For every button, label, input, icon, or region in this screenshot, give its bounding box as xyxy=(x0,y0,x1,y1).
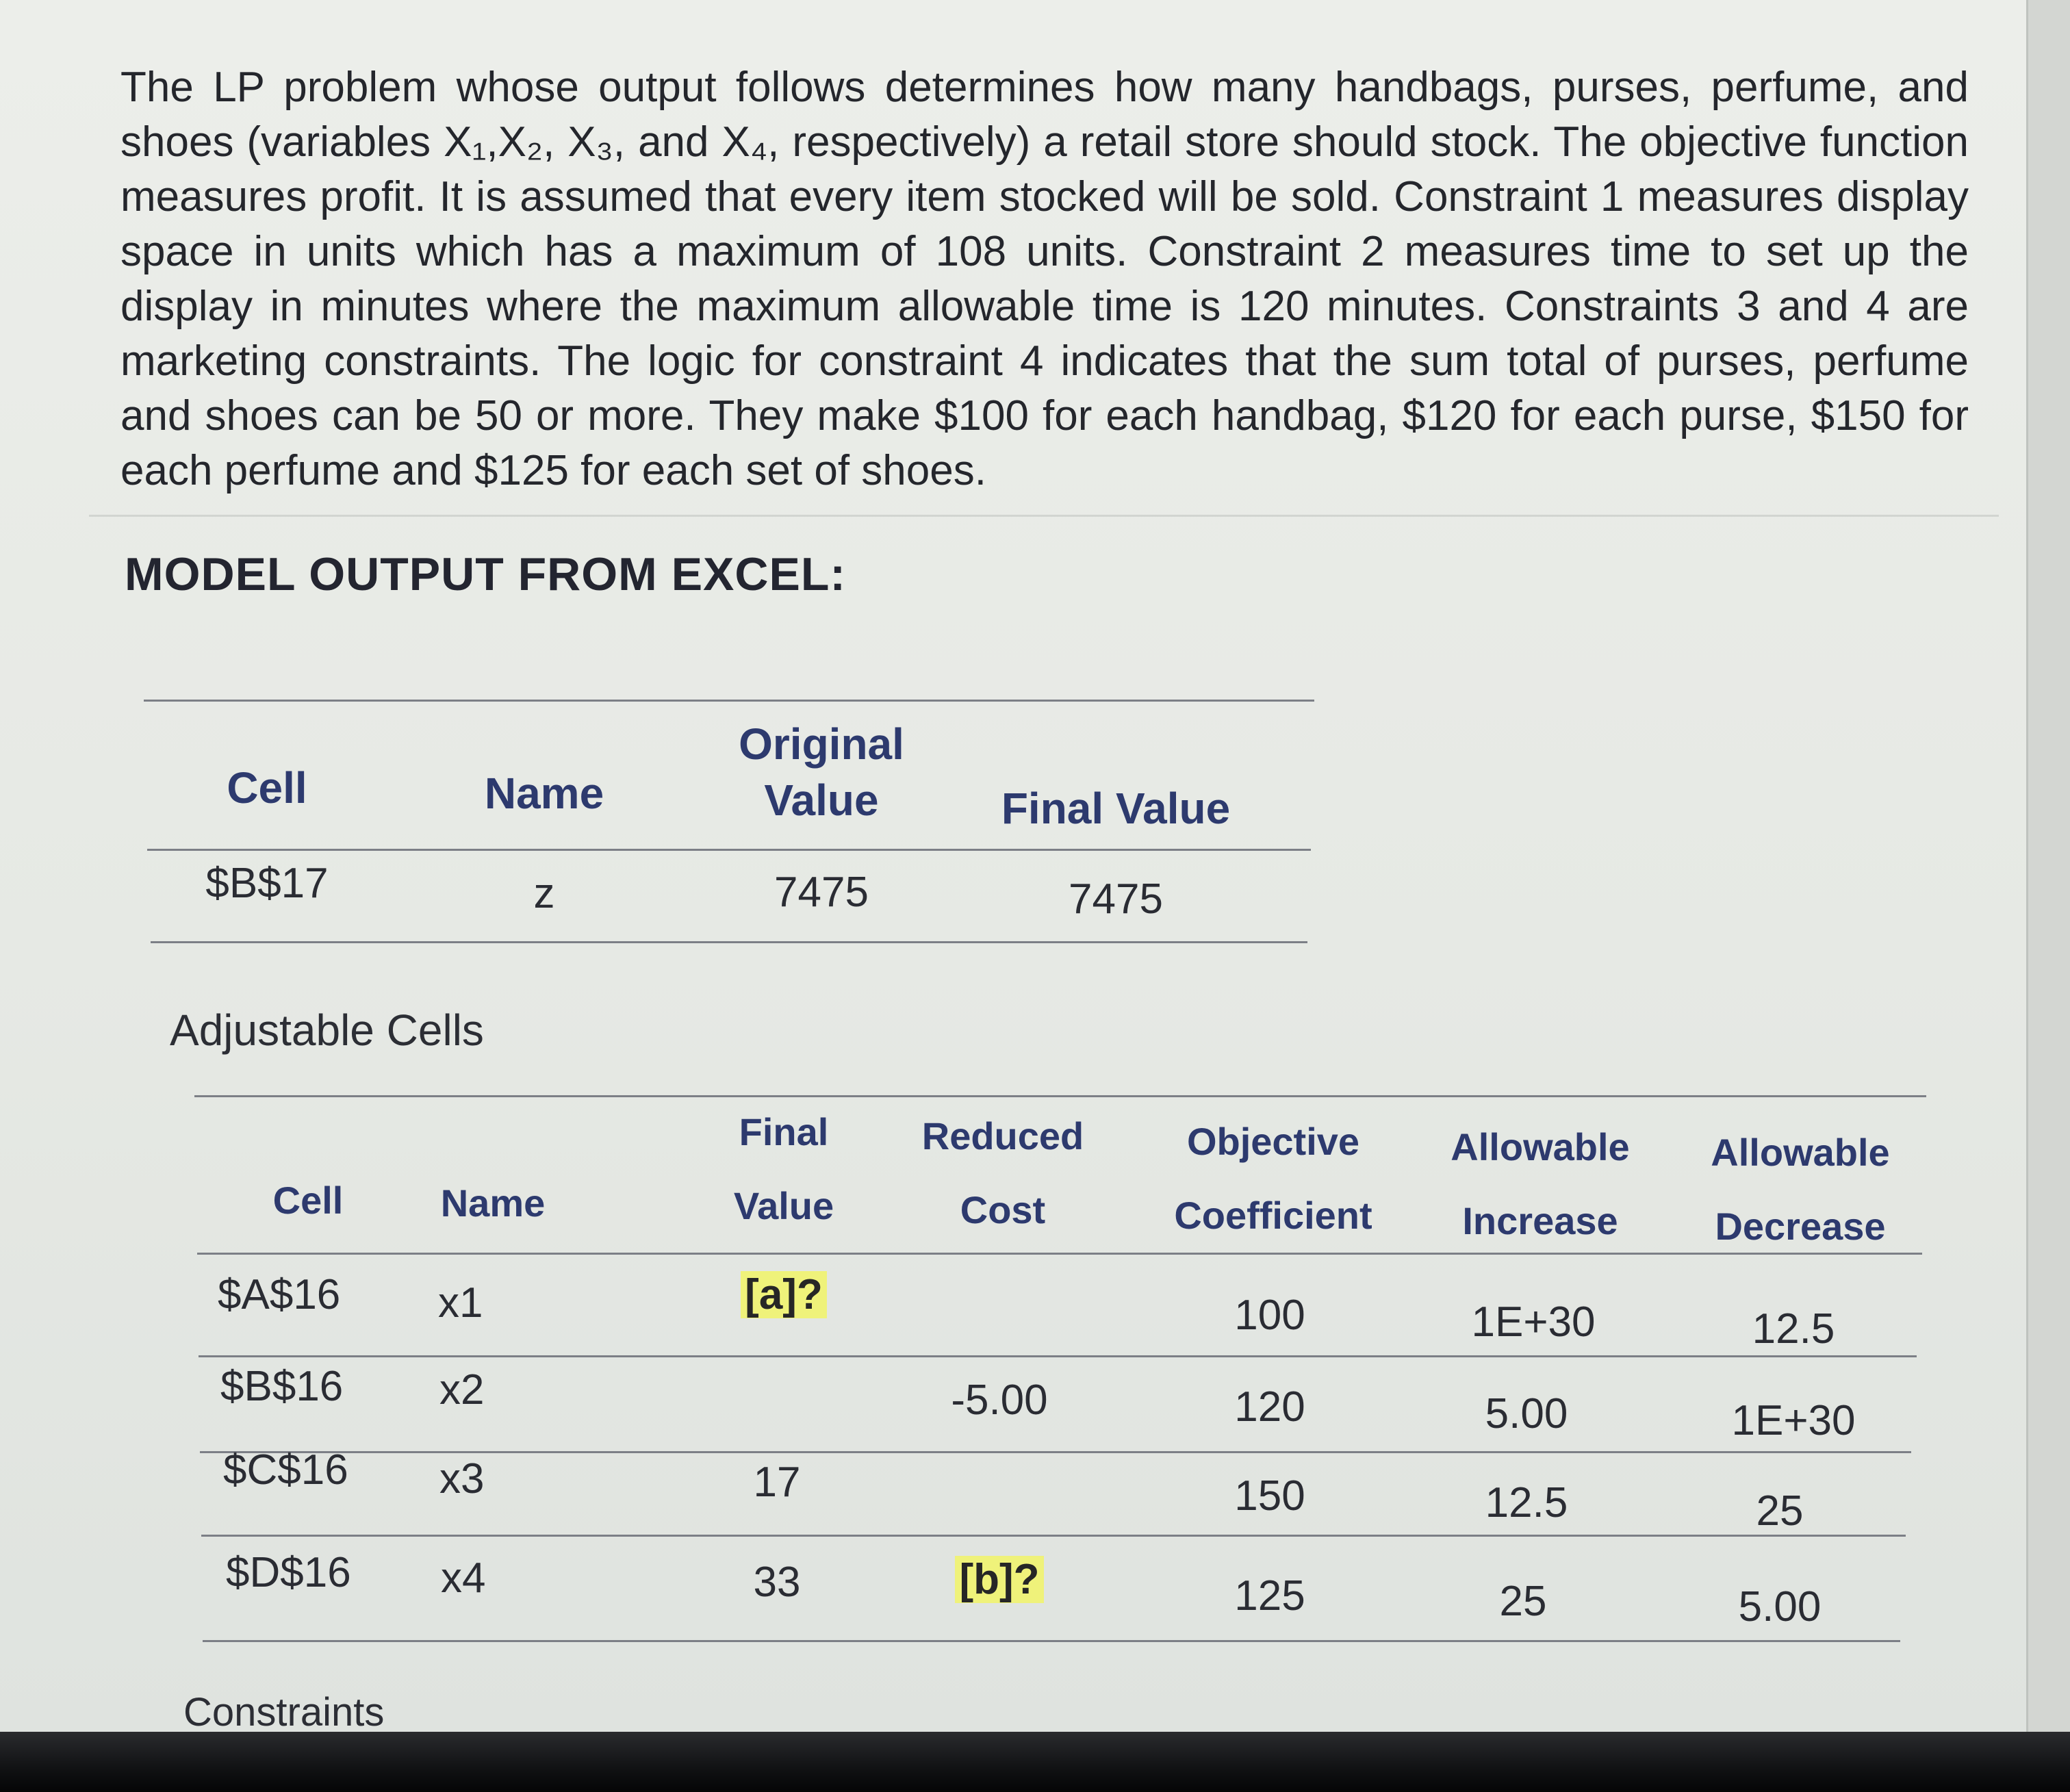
constraints-title: Constraints xyxy=(183,1690,385,1735)
table-rule-bottom xyxy=(151,941,1307,943)
row-final-value: 17 xyxy=(753,1459,801,1506)
col-header-name: Name xyxy=(484,769,604,818)
row-objective-coefficient: 100 xyxy=(1234,1292,1305,1339)
row-reduced-cost xyxy=(945,1472,1040,1513)
row-objective-coefficient: 150 xyxy=(1234,1472,1305,1520)
adj-col-header-increase-line1: Allowable xyxy=(1451,1125,1630,1168)
adj-col-header-decrease-line2: Decrease xyxy=(1715,1205,1886,1248)
row-name: x3 xyxy=(439,1455,485,1502)
row-name: x2 xyxy=(439,1366,485,1413)
adj-col-header-cell: Cell xyxy=(272,1179,344,1222)
adj-row-divider xyxy=(200,1451,1911,1453)
objective-cell-ref: $B$17 xyxy=(205,860,329,907)
page-scrollbar-area[interactable] xyxy=(2026,0,2070,1732)
adj-table-rule-top xyxy=(194,1095,1926,1097)
adjustable-cells-title: Adjustable Cells xyxy=(170,1006,484,1055)
problem-description: The LP problem whose output follows determines how many handbags, purses, perfume, and shoes (variables X₁,X₂, X₃, and X₄, respectively) a retail store should stock. The objective function measures profit. It is assumed that every item stocked will be sold. Constraint 1 measures display space in units which has a maximum of 108 units. Constraint 2 measures time to set up the display in minutes where the maximum allowable time is 120 minutes. Constraints 3 and 4 are marketing constraints. The logic for constraint 4 indicates that the sum total of purses, perfume and shoes can be 50 or more. They make $100 for each handbag, $120 for each purse, $150 for each perfume and $125 for each set of shoes. xyxy=(120,64,1969,494)
row-allowable-increase: 5.00 xyxy=(1485,1390,1568,1437)
model-output-title: MODEL OUTPUT FROM EXCEL: xyxy=(125,548,847,600)
col-header-final-value: Final Value xyxy=(1001,784,1231,833)
adj-col-header-objective-coefficient xyxy=(1157,1105,1390,1253)
adj-col-header-final-line2: Value xyxy=(733,1184,834,1227)
objective-original-value: 7475 xyxy=(774,869,869,916)
adj-col-header-increase-line2: Increase xyxy=(1462,1199,1618,1242)
row-allowable-increase: 1E+30 xyxy=(1471,1298,1596,1346)
row-reduced-cost: -5.00 xyxy=(951,1377,1048,1424)
table-rule-top xyxy=(144,700,1314,702)
adj-col-header-objective-line2: Coefficient xyxy=(1174,1194,1372,1237)
row-final-value xyxy=(739,1376,835,1417)
col-header-original-value xyxy=(705,716,938,828)
answer-blank-b: [b]? xyxy=(955,1556,1043,1603)
table-rule-header xyxy=(147,849,1311,851)
adj-table-rule-bottom xyxy=(203,1640,1900,1642)
objective-name: z xyxy=(533,870,555,917)
adj-col-header-reduced-cost xyxy=(904,1099,1102,1247)
row-allowable-decrease: 25 xyxy=(1756,1487,1804,1535)
adj-col-header-reduced-line1: Reduced xyxy=(921,1114,1084,1157)
adj-col-header-reduced-line2: Cost xyxy=(960,1188,1046,1231)
row-objective-coefficient: 120 xyxy=(1234,1383,1305,1431)
row-name: x4 xyxy=(441,1554,486,1602)
row-objective-coefficient: 125 xyxy=(1234,1572,1305,1620)
row-final-value xyxy=(705,1270,862,1319)
adj-col-header-objective-line1: Objective xyxy=(1186,1120,1360,1163)
adj-col-header-final-line1: Final xyxy=(739,1110,829,1153)
row-cell-ref: $A$16 xyxy=(218,1271,341,1318)
row-final-value: 33 xyxy=(753,1559,801,1606)
row-allowable-increase: 12.5 xyxy=(1485,1479,1568,1526)
section-divider xyxy=(89,515,1999,517)
answer-blank-a: [a]? xyxy=(741,1271,827,1318)
col-header-original-line1: Original xyxy=(739,719,904,769)
adj-col-header-final-value xyxy=(712,1095,856,1243)
adj-table-rule-header xyxy=(197,1253,1922,1255)
adj-col-header-allowable-increase xyxy=(1438,1110,1643,1258)
row-cell-ref: $B$16 xyxy=(220,1363,344,1410)
adj-row-divider xyxy=(201,1535,1906,1537)
row-allowable-decrease: 5.00 xyxy=(1738,1583,1822,1630)
adj-col-header-allowable-decrease xyxy=(1698,1116,1903,1264)
adj-col-header-decrease-line1: Allowable xyxy=(1711,1131,1890,1174)
adj-col-header-name: Name xyxy=(440,1181,546,1225)
screen-bezel xyxy=(0,1732,2070,1792)
row-allowable-decrease: 1E+30 xyxy=(1731,1397,1856,1444)
adj-row-divider xyxy=(199,1355,1917,1357)
row-allowable-increase: 25 xyxy=(1499,1578,1547,1625)
objective-final-value: 7475 xyxy=(1069,875,1163,923)
row-reduced-cost xyxy=(924,1555,1075,1604)
row-name: x1 xyxy=(438,1279,483,1327)
col-header-cell: Cell xyxy=(227,763,307,812)
row-cell-ref: $C$16 xyxy=(223,1446,348,1494)
col-header-original-line2: Value xyxy=(764,776,879,825)
row-allowable-decrease: 12.5 xyxy=(1752,1305,1835,1353)
row-cell-ref: $D$16 xyxy=(226,1549,351,1596)
